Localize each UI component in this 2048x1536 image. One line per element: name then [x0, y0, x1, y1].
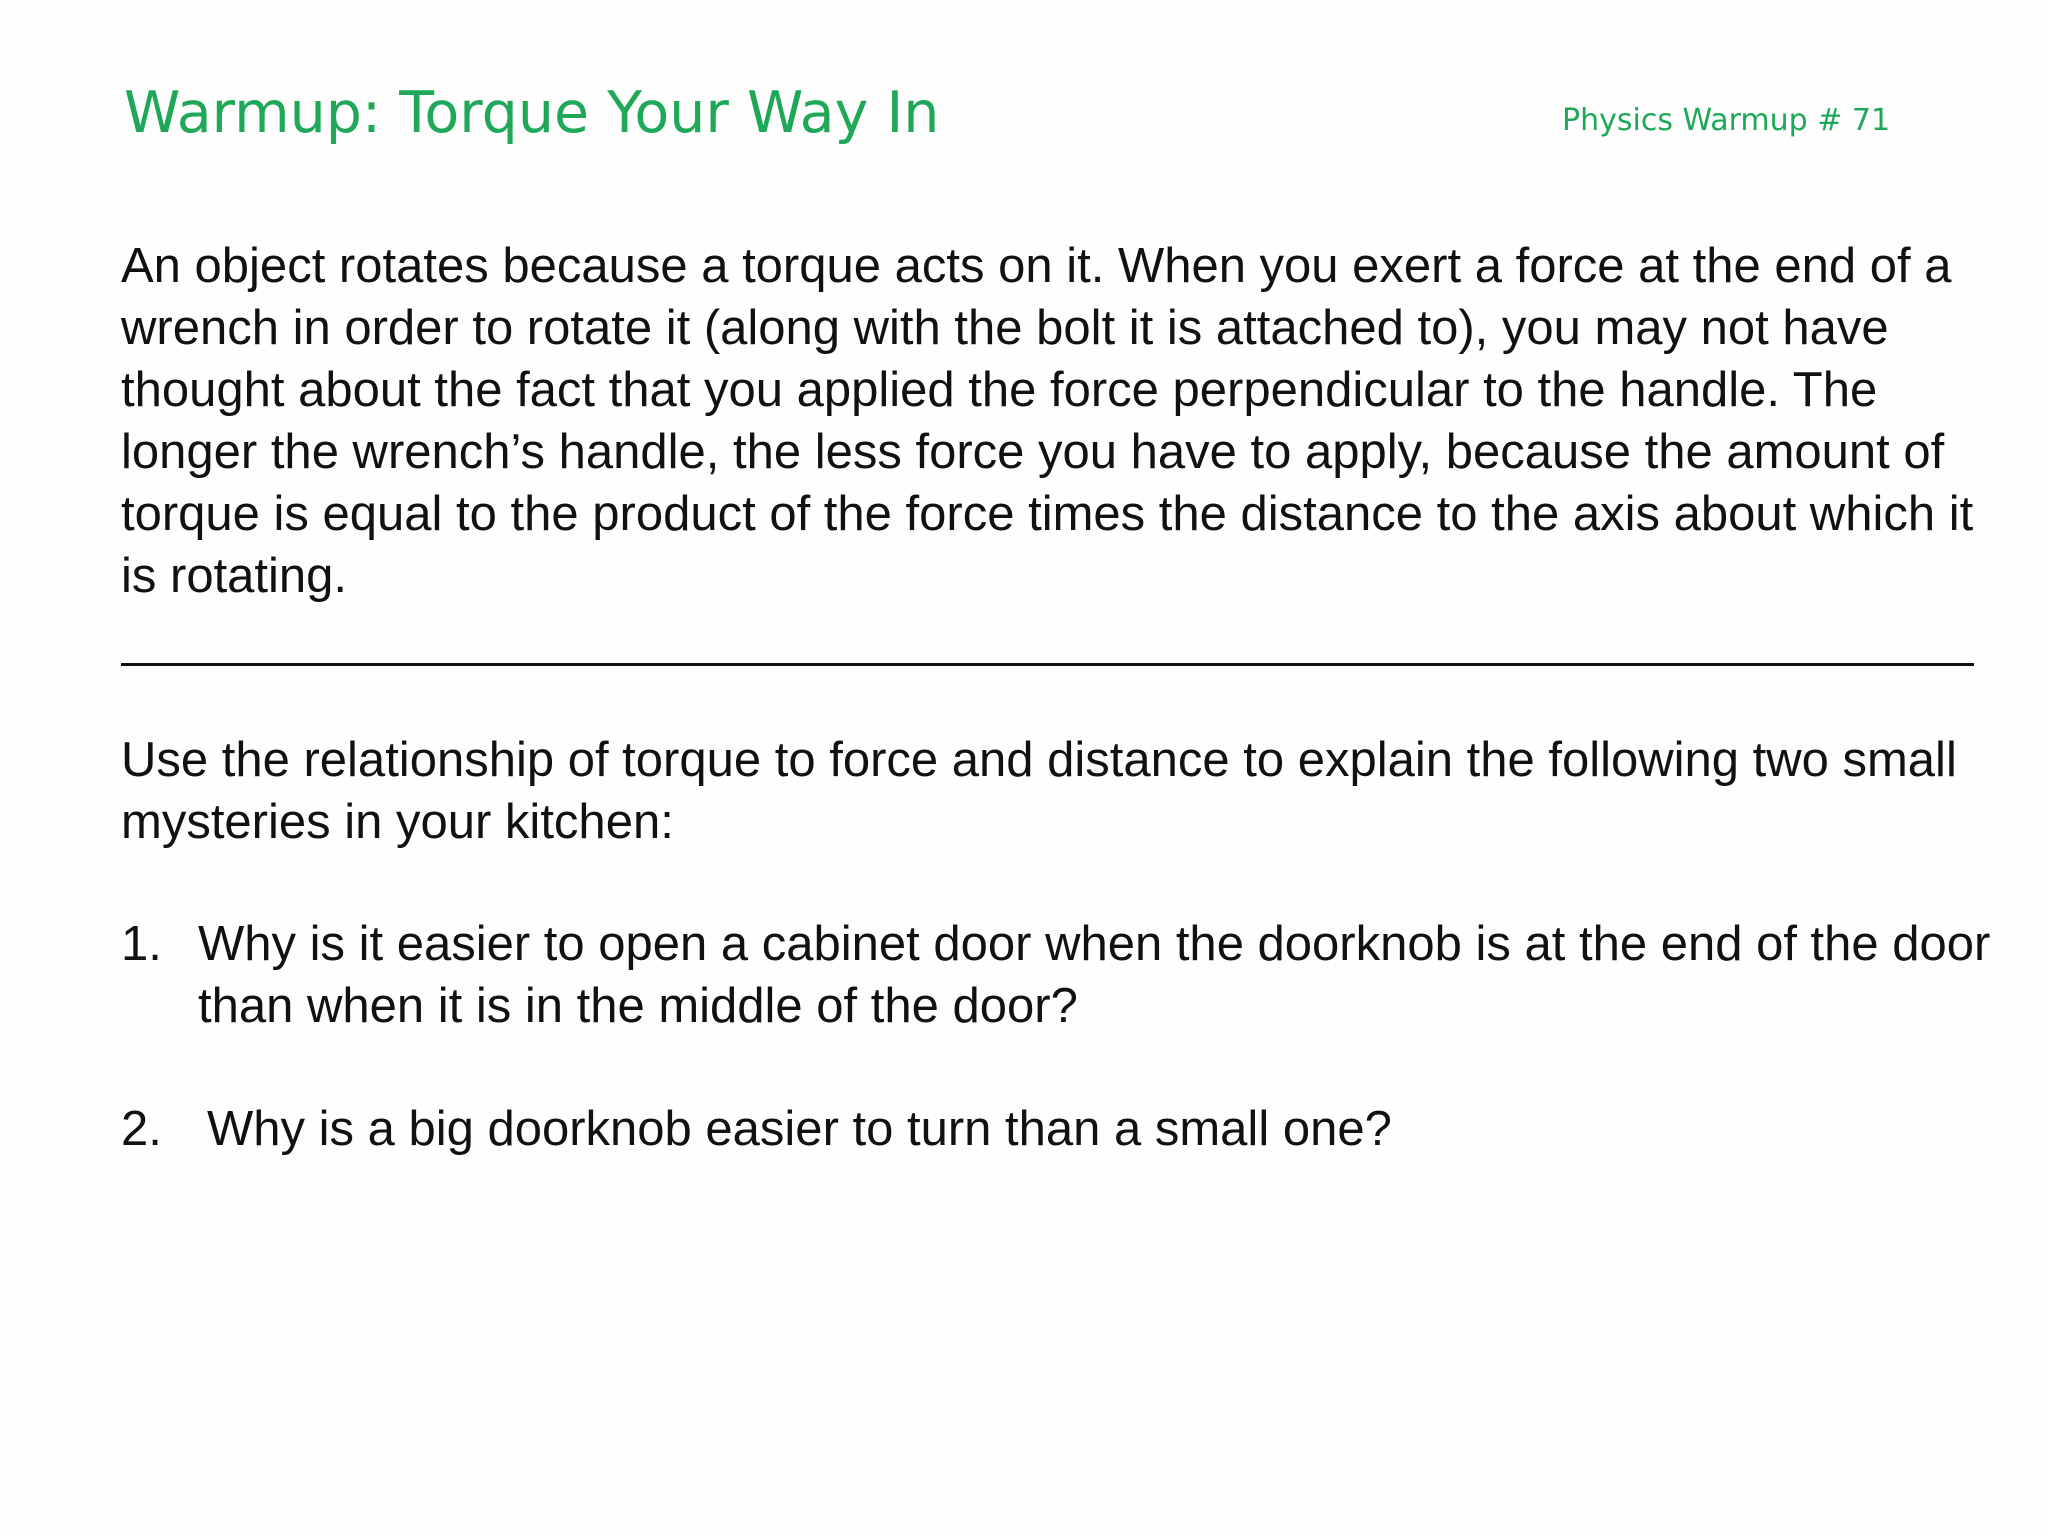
intro-paragraph: An object rotates because a torque acts on it. When you exert a force at the end of a wrench in order to rotate it (along with the bolt it is attached to), you may not have thought about the fact that you applied the force perpendicular to the handle. The longer the wrench’s handle, the less force you have to apply, because the amount of torque is equal to the product of the force times the distance to the axis about which it is rotating.: [121, 239, 1974, 603]
question-text: Why is a big doorknob easier to turn than a small one?: [207, 1102, 1392, 1156]
question-text: Why is it easier to open a cabinet door when the doorknob is at the end of the door than when it is in the middle of the door?: [198, 917, 1991, 1033]
question-item: [121, 1098, 2011, 1160]
question-item: [121, 913, 2011, 1037]
prompt-paragraph: Use the relationship of torque to force and distance to explain the following two small mysteries in your kitchen:: [121, 733, 1957, 849]
warmup-number-label: Physics Warmup # 71: [1562, 103, 1891, 138]
slide-title: Warmup: Torque Your Way In: [124, 80, 940, 146]
section-divider: [121, 663, 1974, 666]
question-number: 1.: [121, 917, 162, 971]
question-number: 2.: [121, 1102, 162, 1156]
